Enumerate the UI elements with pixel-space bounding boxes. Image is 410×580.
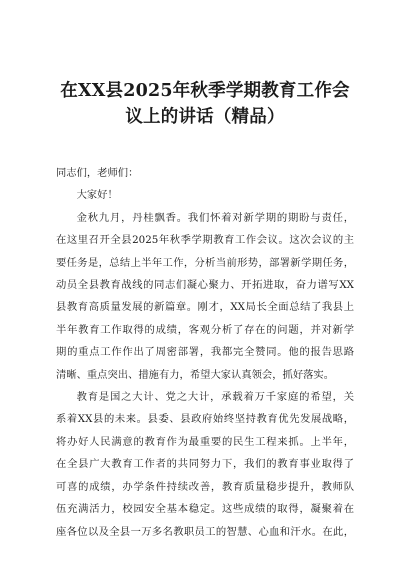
- paragraph-line: 座各位以及全县一万多名教职员工的智慧、心血和汗水。在此，: [56, 525, 354, 538]
- title-line-1: 在XX县2025年秋季学期教育工作会: [60, 81, 350, 101]
- paragraph-line: 清晰、重点突出、措施有力，希望大家认真领会，抓好落实。: [56, 368, 335, 381]
- paragraph-line: 伍充满活力，校园安全基本稳定。这些成绩的取得，凝聚着在: [56, 503, 354, 516]
- document-title: [56, 78, 354, 130]
- body-paragraph: [56, 207, 354, 386]
- paragraph-line: 系着XX县的未来。县委、县政府始终坚持教育优先发展战略，: [56, 413, 354, 426]
- greeting: 大家好！: [76, 189, 118, 202]
- paragraph-line: 半年教育工作取得的成绩，客观分析了存在的问题，并对新学: [56, 323, 354, 336]
- paragraph-container: [56, 207, 354, 543]
- document-body: [56, 162, 354, 543]
- paragraph-line: 在全县广大教育工作者的共同努力下，我们的教育事业取得了: [56, 458, 354, 471]
- title-line-2: 议上的讲话（精品）: [125, 107, 285, 127]
- paragraph-line: 教育是国之大计、党之大计，承载着万千家庭的希望，关: [76, 391, 354, 404]
- paragraph-line: 要任务是，总结上半年工作，分析当前形势，部署新学期任务，: [56, 256, 354, 269]
- paragraph-line: 期的重点工作作出了周密部署，我都完全赞同。他的报告思路: [56, 346, 354, 359]
- body-paragraph: [56, 386, 354, 543]
- paragraph-line: 将办好人民满意的教育作为最重要的民生工程来抓。上半年，: [56, 435, 354, 448]
- paragraph-line: 动员全县教育战线的同志们凝心聚力、开拓进取，奋力谱写XX: [56, 279, 354, 292]
- salutation: 同志们，老师们：: [56, 167, 139, 179]
- paragraph-line: 可喜的成绩，办学条件持续改善，教育质量稳步提升，教师队: [56, 480, 354, 493]
- paragraph-line: 在这里召开全县2025年秋季学期教育工作会议。这次会议的主: [56, 234, 354, 247]
- paragraph-line: 县教育高质量发展的新篇章。刚才，XX局长全面总结了我县上: [56, 301, 354, 314]
- paragraph-line: 金秋九月，丹桂飘香。我们怀着对新学期的期盼与责任，: [76, 211, 354, 224]
